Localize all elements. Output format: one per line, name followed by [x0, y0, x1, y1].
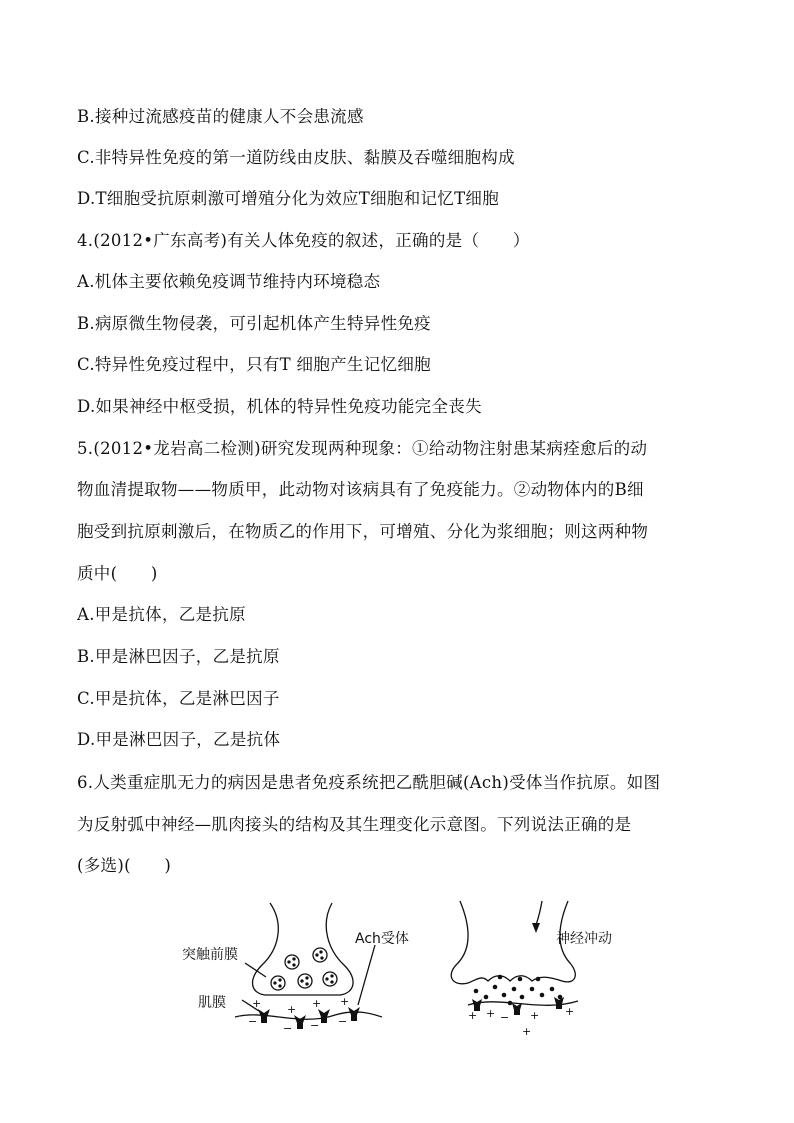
text-line: B.病原微生物侵袭，可引起机体产生特异性免疫	[77, 314, 431, 333]
text-line: 为反射弧中神经—肌肉接头的结构及其生理变化示意图。下列说法正确的是	[77, 815, 632, 834]
text-line: C.非特异性免疫的第一道防线由皮肤、黏膜及吞噬细胞构成	[77, 148, 515, 167]
label-presynaptic-membrane: 突触前膜	[182, 947, 238, 963]
label-ach-receptor: Ach受体	[355, 931, 409, 947]
svg-text:+: +	[252, 997, 262, 1010]
synapse-figure	[170, 895, 630, 1045]
text-line: 物血清提取物——物质甲，此动物对该病具有了免疫能力。②动物体内的B细	[77, 480, 644, 499]
svg-text:−: −	[248, 1015, 258, 1028]
svg-text:+: +	[522, 1025, 532, 1038]
text-line: D.T细胞受抗原刺激可增殖分化为效应T细胞和记忆T细胞	[77, 189, 500, 208]
svg-text:+: +	[486, 1007, 496, 1020]
svg-text:+: +	[468, 1009, 478, 1022]
text-line: B.甲是淋巴因子，乙是抗原	[77, 647, 280, 666]
text-line: (多选)( )	[77, 856, 172, 875]
svg-text:+: +	[287, 1003, 297, 1016]
svg-text:+: +	[312, 997, 322, 1010]
text-line: B.接种过流感疫苗的健康人不会患流感	[77, 107, 364, 126]
text-line: C.特异性免疫过程中，只有T 细胞产生记忆细胞	[77, 355, 431, 374]
question-6-stem: 6.人类重症肌无力的病因是患者免疫系统把乙酰胆碱(Ach)受体当作抗原。如图	[77, 773, 661, 792]
text-line: D.如果神经中枢受损，机体的特异性免疫功能完全丧失	[77, 397, 482, 416]
text-line: D.甲是淋巴因子，乙是抗体	[77, 730, 281, 749]
text-line: 胞受到抗原刺激后，在物质乙的作用下，可增殖、分化为浆细胞；则这两种物	[77, 522, 649, 541]
question-4-stem: 4.(2012•广东高考)有关人体免疫的叙述，正确的是（ ）	[77, 231, 530, 250]
svg-text:+: +	[340, 995, 350, 1008]
charge-signs-right	[468, 1005, 574, 1038]
impulse-arrow-icon	[532, 923, 540, 933]
question-5-stem: 5.(2012•龙岩高二检测)研究发现两种现象：①给动物注射患某病痊愈后的动	[77, 439, 648, 458]
svg-text:−: −	[338, 1015, 348, 1028]
svg-text:−: −	[310, 1019, 320, 1032]
svg-text:+: +	[530, 1009, 540, 1022]
svg-text:−: −	[500, 1011, 510, 1024]
svg-text:−: −	[283, 1022, 293, 1035]
text-line: C.甲是抗体，乙是淋巴因子	[77, 689, 280, 708]
text-line: 质中( )	[77, 564, 158, 583]
svg-text:+: +	[565, 1005, 575, 1018]
text-line: A.甲是抗体，乙是抗原	[77, 605, 246, 624]
label-muscle-membrane: 肌膜	[198, 995, 226, 1011]
label-nerve-impulse: 神经冲动	[556, 931, 612, 947]
text-line: A.机体主要依赖免疫调节维持内环境稳态	[77, 272, 381, 291]
